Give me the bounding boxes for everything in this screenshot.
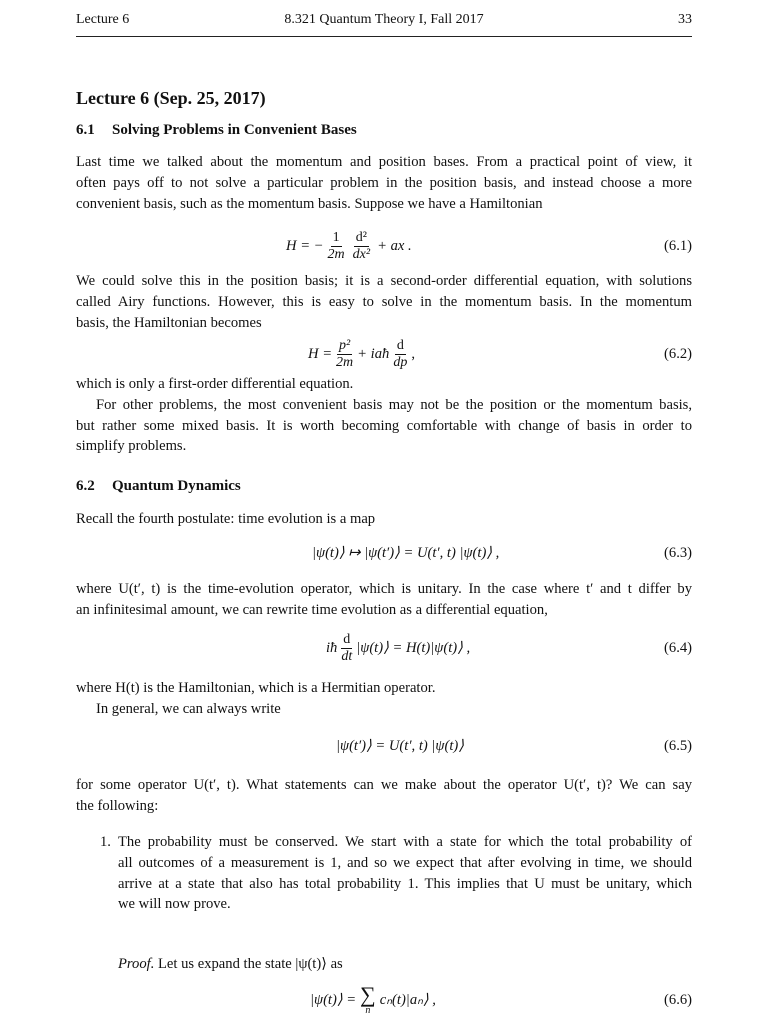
text-line: all outcomes of a measurement is 1, and so we expect that after evolving in time, we should bbox=[118, 854, 692, 871]
text-line: we will now prove. bbox=[118, 896, 231, 913]
frac-den: dp bbox=[393, 354, 408, 370]
list-item bbox=[118, 832, 692, 915]
frac-den: dx² bbox=[352, 246, 371, 262]
text-line: called Airy functions. However, this is easy to solve in the momentum basis. In the momentum bbox=[76, 293, 692, 310]
paragraph bbox=[76, 509, 692, 530]
text-line: but rather some mixed basis. It is worth becoming comfortable with change of basis in order to bbox=[76, 417, 692, 434]
text-line: basis, the Hamiltonian becomes bbox=[76, 314, 262, 331]
header-rule bbox=[76, 36, 692, 37]
frac-num: d bbox=[343, 631, 351, 647]
text-line: often pays off to not solve a particular problem in the position basis, and instead choose a more bbox=[76, 174, 692, 191]
equation-number: (6.1) bbox=[664, 238, 692, 254]
paragraph bbox=[76, 374, 692, 457]
sum-symbol: ∑ bbox=[360, 982, 376, 1007]
equation-number: (6.5) bbox=[664, 738, 692, 754]
lecture-title: Lecture 6 (Sep. 25, 2017) bbox=[76, 88, 266, 108]
section-title: Solving Problems in Convenient Bases bbox=[112, 122, 357, 138]
section-heading-6-2 bbox=[76, 478, 692, 495]
text-line: We could solve this in the position basis; it is a second-order differential equation, with solutions bbox=[76, 273, 692, 289]
section-number: 6.1 bbox=[76, 122, 95, 138]
frac-num: d² bbox=[355, 229, 367, 245]
text-line: The probability must be conserved. We start with a state for which the total probability of bbox=[118, 834, 692, 850]
frac-num: p² bbox=[339, 337, 351, 353]
text-line: simplify problems. bbox=[76, 438, 187, 455]
eq-lhs: iħ bbox=[326, 639, 338, 656]
text-line: an infinitesimal amount, we can rewrite time evolution as a differential equation, bbox=[76, 601, 548, 618]
paragraph bbox=[76, 775, 692, 817]
paragraph bbox=[76, 271, 692, 333]
text-line: for some operator U(t′, t). What statements can we make about the operator U(t′, t)? We can say bbox=[76, 777, 692, 793]
header-lecture: Lecture 6 bbox=[76, 12, 130, 27]
list-marker: 1. bbox=[100, 834, 111, 850]
equation-6-1 bbox=[76, 226, 692, 266]
eq-rest: + ax . bbox=[377, 237, 412, 254]
frac-den: 2m bbox=[336, 354, 354, 370]
text-line: where U(t′, t) is the time-evolution operator, which is unitary. In the case where t′ and t differ by bbox=[76, 581, 692, 597]
proof-text: Let us expand the state |ψ(t)⟩ as bbox=[158, 956, 343, 972]
page-number: 33 bbox=[678, 12, 692, 27]
text-line: arrive at a state that also has total probability 1. This implies that U must be unitary, which bbox=[118, 875, 692, 892]
section-number: 6.2 bbox=[76, 478, 95, 494]
eq-lhs: H = bbox=[308, 345, 333, 362]
equation-6-4 bbox=[76, 628, 692, 668]
paragraph bbox=[76, 152, 692, 214]
sum-index: n bbox=[365, 1005, 371, 1016]
paragraph bbox=[76, 678, 692, 720]
eq-mid: + iaħ bbox=[357, 345, 390, 362]
text-line: For other problems, the most convenient basis may not be the position or the momentum basis, bbox=[96, 396, 692, 413]
eq-rest: , bbox=[411, 345, 415, 362]
section-title: Quantum Dynamics bbox=[112, 478, 241, 494]
frac-den: 2m bbox=[327, 246, 345, 262]
proof-label: Proof. bbox=[118, 956, 155, 972]
text-line: which is only a first-order differential equation. bbox=[76, 376, 354, 392]
equation-number: (6.2) bbox=[664, 346, 692, 362]
text-line: In general, we can always write bbox=[96, 700, 281, 717]
equation-number: (6.3) bbox=[664, 545, 692, 561]
equation-number: (6.4) bbox=[664, 640, 692, 656]
frac-den: dt bbox=[341, 648, 353, 664]
equation-number: (6.6) bbox=[664, 992, 692, 1008]
equation-6-5 bbox=[76, 726, 692, 766]
frac-num: d bbox=[396, 337, 404, 353]
paragraph bbox=[76, 579, 692, 621]
section-heading-6-1 bbox=[76, 122, 692, 139]
text-line: the following: bbox=[76, 797, 159, 814]
frac-num: 1 bbox=[332, 229, 340, 245]
equation-6-3 bbox=[76, 533, 692, 573]
eq-lhs: H = − bbox=[286, 237, 324, 254]
text-line: Recall the fourth postulate: time evolution is a map bbox=[76, 511, 376, 527]
text-line: where H(t) is the Hamiltonian, which is a Hermitian operator. bbox=[76, 680, 436, 696]
header-course: 8.321 Quantum Theory I, Fall 2017 bbox=[284, 12, 484, 27]
eq-rest: |ψ(t)⟩ = H(t)|ψ(t)⟩ , bbox=[356, 640, 471, 656]
text-line: convenient basis, such as the momentum basis. Suppose we have a Hamiltonian bbox=[76, 195, 543, 212]
eq-rest: cₙ(t)|aₙ⟩ , bbox=[379, 992, 436, 1008]
proof bbox=[118, 954, 692, 975]
text-line: Last time we talked about the momentum and position bases. From a practical point of view, it bbox=[76, 154, 692, 170]
eq-body: |ψ(t)⟩ ↦ |ψ(t′)⟩ = U(t′, t) |ψ(t)⟩ , bbox=[312, 545, 500, 561]
eq-lhs: |ψ(t)⟩ = bbox=[310, 992, 357, 1008]
equation-6-6 bbox=[76, 980, 692, 1030]
equation-6-2 bbox=[76, 334, 692, 374]
eq-body: |ψ(t′)⟩ = U(t′, t) |ψ(t)⟩ bbox=[336, 738, 464, 754]
